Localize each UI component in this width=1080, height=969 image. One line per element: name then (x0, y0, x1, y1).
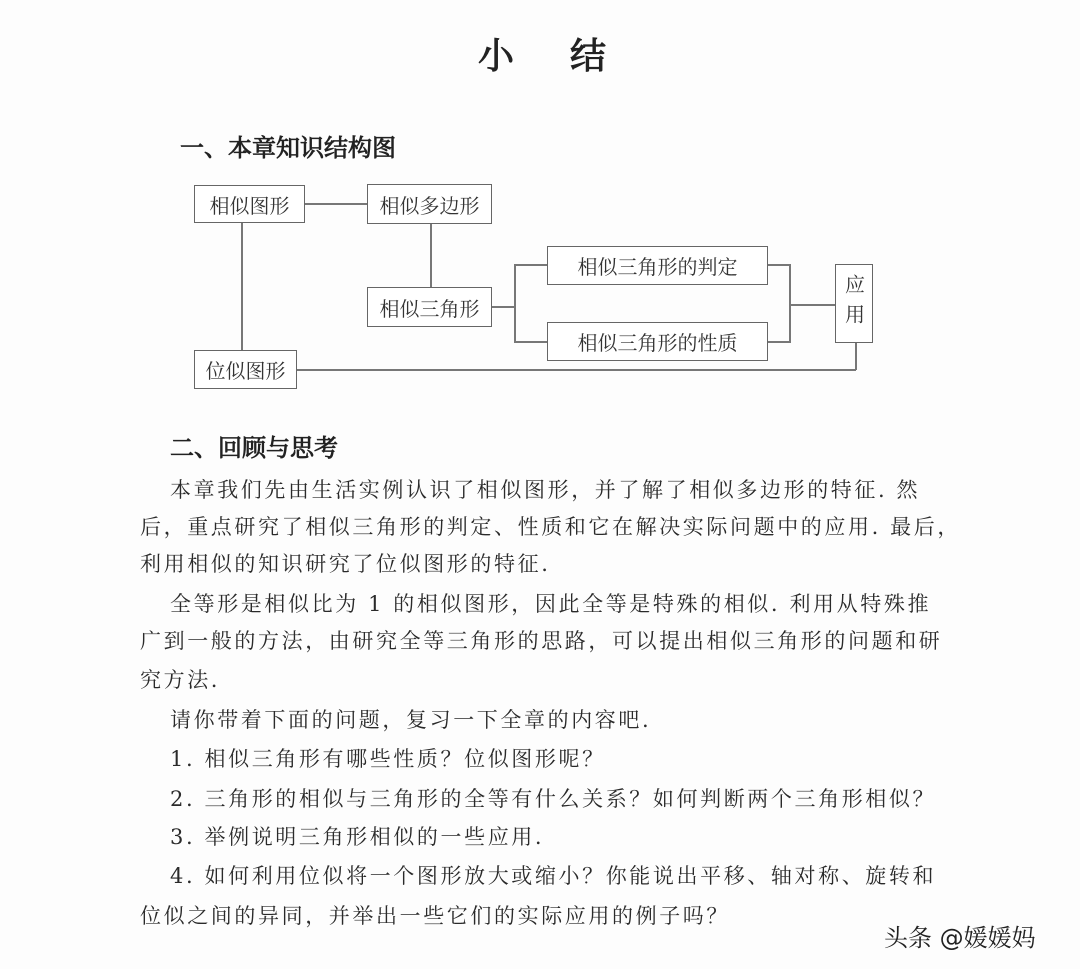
node-homothetic-figures: 位似图形 (194, 350, 297, 389)
question-4: 4. 如何利用位似将一个图形放大或缩小？你能说出平移、轴对称、旋转和 (170, 864, 937, 888)
connector (789, 304, 835, 306)
question-3: 3. 举例说明三角形相似的一些应用. (170, 825, 545, 849)
node-triangle-properties: 相似三角形的性质 (547, 322, 768, 361)
text-line: 利用相似的知识研究了位似图形的特征. (140, 552, 551, 576)
node-triangle-criteria: 相似三角形的判定 (547, 246, 768, 285)
node-similar-polygons: 相似多边形 (367, 184, 492, 224)
connector (241, 223, 243, 350)
connector (768, 341, 790, 343)
node-similar-triangles: 相似三角形 (367, 287, 492, 327)
section-heading-knowledge-structure: 一、本章知识结构图 (180, 134, 396, 162)
node-similar-figures: 相似图形 (194, 185, 305, 223)
connector (514, 264, 516, 343)
text-line: 请你带着下面的问题，复习一下全章的内容吧. (170, 708, 652, 732)
node-application: 应用 (835, 264, 873, 343)
question-4-cont: 位似之间的异同，并举出一些它们的实际应用的例子吗？ (140, 904, 730, 928)
text-line: 究方法. (140, 668, 221, 692)
page-title: 小结 (478, 35, 663, 77)
connector (514, 264, 547, 266)
connector (514, 341, 547, 343)
watermark: 头条 @媛媛妈 (884, 924, 1036, 952)
connector (492, 306, 515, 308)
section-heading-review: 二、回顾与思考 (170, 434, 338, 462)
question-1: 1. 相似三角形有哪些性质？位似图形呢？ (170, 747, 606, 771)
text-line: 本章我们先由生活实例认识了相似图形，并了解了相似多边形的特征. 然 (170, 478, 921, 502)
connector (297, 369, 856, 371)
connector (305, 203, 367, 205)
connector (768, 264, 790, 266)
text-line: 后，重点研究了相似三角形的判定、性质和它在解决实际问题中的应用. 最后， (140, 515, 961, 539)
text-line: 全等形是相似比为 1 的相似图形，因此全等是特殊的相似. 利用从特殊推 (170, 592, 932, 616)
question-2: 2. 三角形的相似与三角形的全等有什么关系？如何判断两个三角形相似？ (170, 787, 937, 811)
connector (430, 224, 432, 287)
text-line: 广到一般的方法，由研究全等三角形的思路，可以提出相似三角形的问题和研 (140, 629, 943, 653)
connector (855, 343, 857, 370)
